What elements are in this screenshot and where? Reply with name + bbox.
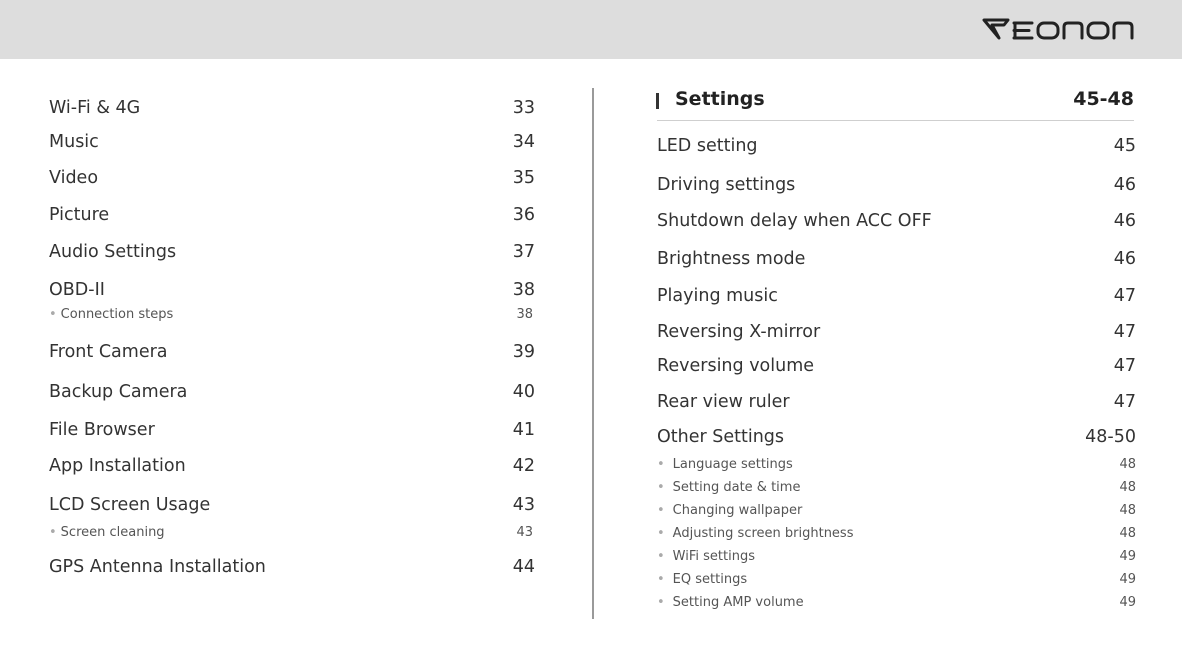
toc-subentry-screen-cleaning[interactable]: • Screen cleaning 43: [49, 525, 533, 540]
toc-entry-shutdown-delay[interactable]: Shutdown delay when ACC OFF 46: [657, 211, 1136, 231]
toc-subentry-connection-steps[interactable]: • Connection steps 38: [49, 307, 533, 322]
toc-entry-app-installation[interactable]: App Installation 42: [49, 456, 535, 476]
toc-entry-wifi-4g[interactable]: Wi-Fi & 4G 33: [49, 98, 535, 118]
eonon-logo: [982, 14, 1134, 46]
toc-entry-rear-view-ruler[interactable]: Rear view ruler 47: [657, 392, 1136, 412]
toc-entry-brightness-mode[interactable]: Brightness mode 46: [657, 249, 1136, 269]
toc-subentry-language-settings[interactable]: • Language settings 48: [657, 457, 1136, 472]
toc-entry-audio-settings[interactable]: Audio Settings 37: [49, 242, 535, 262]
toc-entry-obd-ii[interactable]: OBD-II 38: [49, 280, 535, 300]
section-pages: 45-48: [1073, 88, 1134, 110]
toc-entry-file-browser[interactable]: File Browser 41: [49, 420, 535, 440]
column-divider: [592, 88, 594, 619]
toc-entry-led-setting[interactable]: LED setting 45: [657, 136, 1136, 156]
section-underline: [657, 120, 1134, 121]
toc-entry-front-camera[interactable]: Front Camera 39: [49, 342, 535, 362]
toc-entry-playing-music[interactable]: Playing music 47: [657, 286, 1136, 306]
toc-subentry-changing-wallpaper[interactable]: • Changing wallpaper 48: [657, 503, 1136, 518]
toc-entry-gps-antenna-installation[interactable]: GPS Antenna Installation 44: [49, 557, 535, 577]
toc-subentry-wifi-settings[interactable]: • WiFi settings 49: [657, 549, 1136, 564]
toc-entry-other-settings[interactable]: Other Settings 48-50: [657, 427, 1136, 447]
toc-entry-lcd-screen-usage[interactable]: LCD Screen Usage 43: [49, 495, 535, 515]
toc-entry-reversing-x-mirror[interactable]: Reversing X-mirror 47: [657, 322, 1136, 342]
toc-entry-video[interactable]: Video 35: [49, 168, 535, 188]
toc-subentry-setting-amp-volume[interactable]: • Setting AMP volume 49: [657, 595, 1136, 610]
toc-entry-backup-camera[interactable]: Backup Camera 40: [49, 382, 535, 402]
toc-entry-music[interactable]: Music 34: [49, 132, 535, 152]
toc-entry-reversing-volume[interactable]: Reversing volume 47: [657, 356, 1136, 376]
header-bar: [0, 0, 1182, 59]
toc-subentry-setting-date-time[interactable]: • Setting date & time 48: [657, 480, 1136, 495]
toc-entry-picture[interactable]: Picture 36: [49, 205, 535, 225]
section-title: Settings: [675, 88, 765, 110]
toc-entry-driving-settings[interactable]: Driving settings 46: [657, 175, 1136, 195]
toc-subentry-adjusting-screen-brightness[interactable]: • Adjusting screen brightness 48: [657, 526, 1136, 541]
section-heading-settings[interactable]: [657, 88, 1134, 110]
toc-subentry-eq-settings[interactable]: • EQ settings 49: [657, 572, 1136, 587]
